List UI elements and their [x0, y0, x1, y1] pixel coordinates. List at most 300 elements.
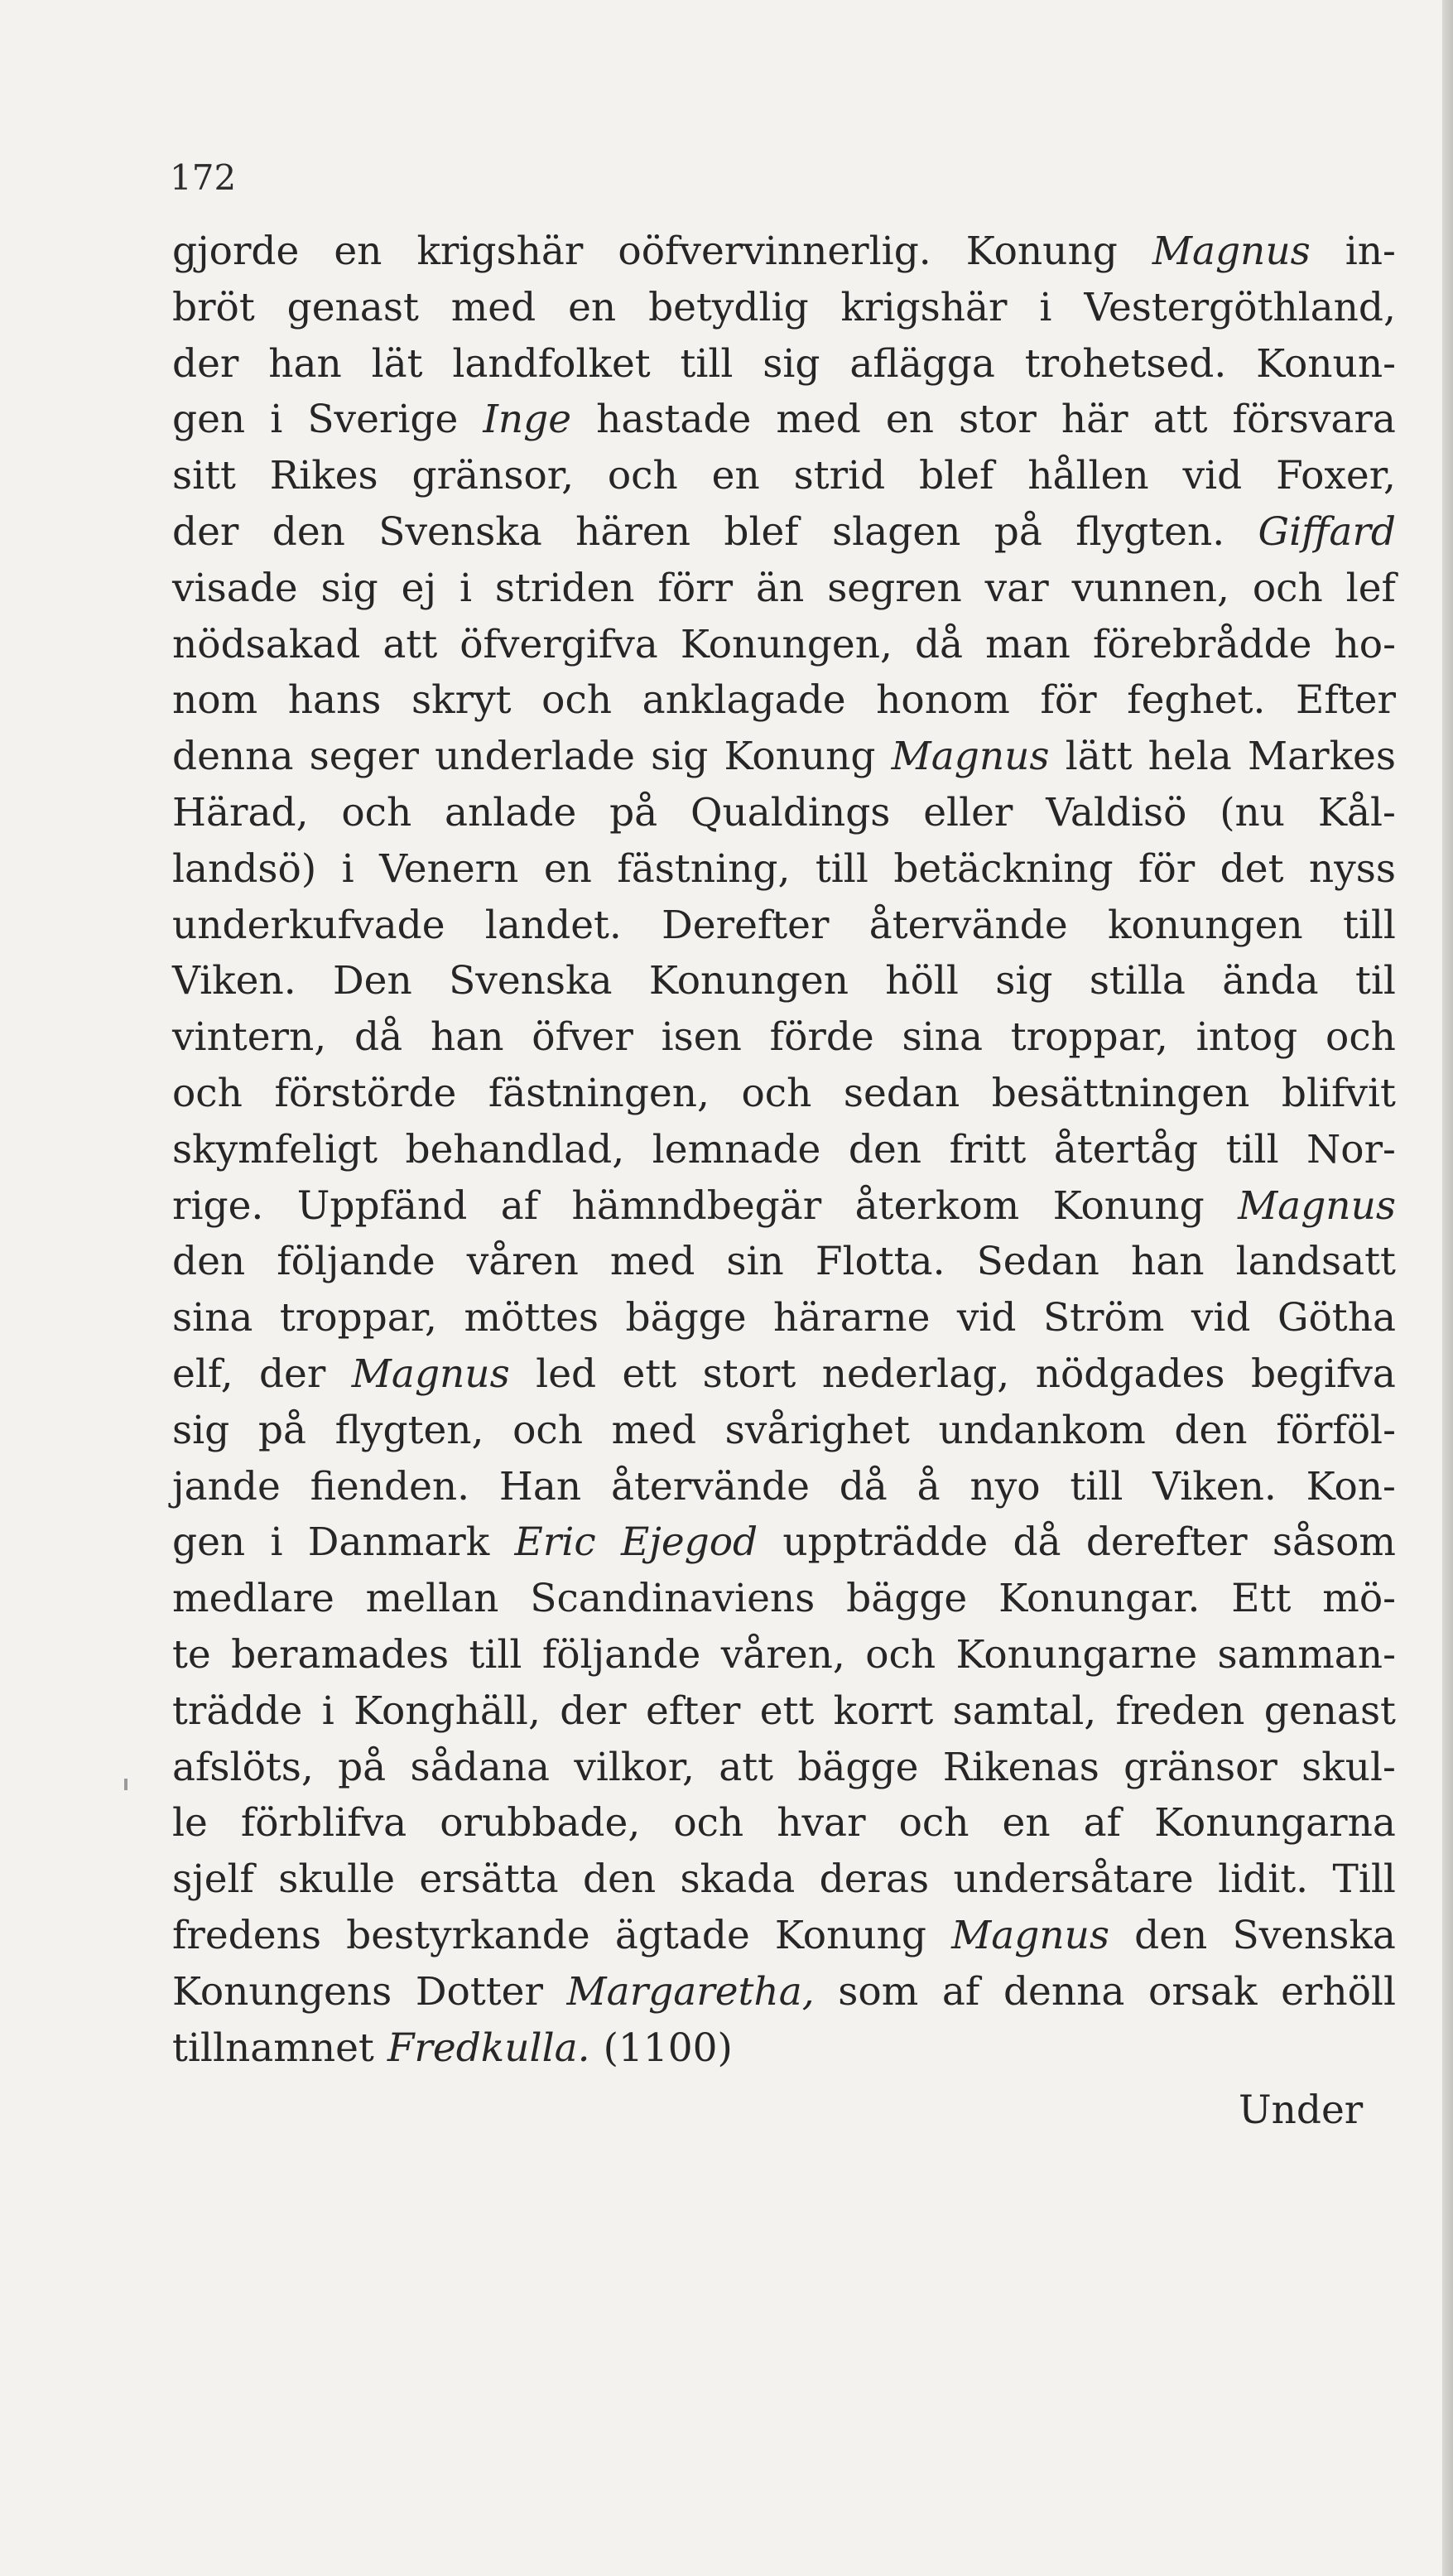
text-line — [172, 898, 1396, 954]
text-line — [172, 672, 1396, 729]
word: ersätta — [419, 1856, 559, 1903]
word: denna — [172, 734, 294, 780]
catchword: Under — [1239, 2087, 1364, 2134]
text-line — [172, 504, 1396, 561]
text-line — [172, 336, 1396, 392]
word: Nor- — [1306, 1126, 1396, 1172]
page-edge — [1442, 0, 1453, 2576]
word: derefter — [1085, 1519, 1248, 1566]
italic-word: Magnus — [891, 734, 1050, 780]
word: troppar, — [1010, 1014, 1168, 1061]
word: våren — [466, 1239, 579, 1285]
word: led — [536, 1351, 597, 1397]
text-line — [172, 1627, 1396, 1683]
word: i — [1039, 284, 1052, 330]
word: Han — [498, 1463, 582, 1509]
word: vid — [956, 1295, 1017, 1341]
word: jande — [172, 1463, 281, 1509]
word: slagen — [832, 508, 961, 555]
word: Konungarne — [955, 1631, 1198, 1678]
word: sig — [763, 340, 820, 387]
word: fästning, — [617, 845, 791, 892]
word: flygten, — [334, 1407, 484, 1453]
word: försvara — [1232, 397, 1396, 443]
text-line — [172, 1066, 1396, 1122]
word: Svenska — [378, 508, 542, 555]
word: sig — [995, 958, 1053, 1004]
word: rige. — [172, 1182, 264, 1229]
word: (nu — [1220, 789, 1286, 835]
text-line — [172, 1851, 1396, 1908]
word: ägtade — [614, 1912, 750, 1958]
word: Vestergöthland, — [1084, 284, 1396, 330]
word: lät — [371, 340, 423, 387]
italic-word: Magnus — [951, 1912, 1110, 1958]
word: sjelf — [172, 1856, 254, 1903]
word: fästningen, — [488, 1070, 710, 1116]
word: Konung — [1052, 1182, 1205, 1229]
text-line — [172, 1009, 1396, 1066]
word: flygten. — [1075, 508, 1225, 555]
word: gränsor, — [411, 453, 575, 499]
word: aflägga — [849, 340, 995, 387]
word: Den — [332, 958, 412, 1004]
word: gen — [172, 397, 246, 443]
text-line — [172, 2020, 1396, 2077]
word: och — [741, 1070, 812, 1116]
word: och — [673, 1800, 744, 1847]
word: sin — [726, 1239, 784, 1285]
word: Rikes — [269, 453, 378, 499]
word: då — [839, 1463, 888, 1509]
word: till — [680, 340, 734, 387]
word: som — [838, 1968, 919, 2015]
word: förr — [657, 565, 734, 611]
word: än — [756, 565, 805, 611]
italic-word: Giffard — [1258, 508, 1396, 555]
word: ända — [1222, 958, 1319, 1004]
italic-word: Inge — [483, 397, 572, 443]
word: skul- — [1301, 1744, 1396, 1790]
word: Foxer, — [1276, 453, 1396, 499]
word: Sverige — [307, 397, 459, 443]
word: hämndbegär — [571, 1182, 822, 1229]
text-line — [172, 448, 1396, 504]
word: lätt — [1065, 734, 1133, 780]
word: och — [1326, 1014, 1396, 1061]
word: hållen — [1027, 453, 1149, 499]
word: vintern, — [172, 1014, 327, 1061]
word: der — [560, 1688, 627, 1734]
word: Till — [1332, 1856, 1396, 1903]
word: ett — [622, 1351, 677, 1397]
word: afslöts, — [172, 1744, 314, 1790]
word: blef — [919, 453, 994, 499]
text-line — [172, 1908, 1396, 1964]
word: Valdisö — [1046, 789, 1187, 835]
word: gen — [172, 1519, 246, 1566]
word: i — [270, 397, 283, 443]
word: återtåg — [1053, 1126, 1199, 1172]
text-line — [172, 1571, 1396, 1627]
word: till — [815, 845, 868, 892]
word: deras — [819, 1856, 930, 1903]
word: til — [1354, 958, 1396, 1004]
word: sedan — [843, 1070, 960, 1116]
word: var — [984, 565, 1049, 611]
word: Danmark — [307, 1519, 490, 1566]
word: lemnade — [652, 1126, 821, 1172]
word: tillnamnet — [172, 2025, 374, 2071]
word: Derefter — [662, 902, 830, 948]
word: begifva — [1250, 1351, 1396, 1397]
word: och — [341, 789, 412, 835]
word: på — [257, 1407, 306, 1453]
word: landet. — [484, 902, 622, 948]
word: Svenska — [1232, 1912, 1396, 1958]
word: Viken. — [172, 958, 296, 1004]
word: Konungen, — [680, 621, 892, 667]
text-line — [172, 1178, 1396, 1235]
word: blifvit — [1281, 1070, 1396, 1116]
text-line — [172, 1234, 1396, 1290]
word: bröt — [172, 284, 255, 330]
word: på — [994, 508, 1042, 555]
word: korrt — [833, 1688, 934, 1734]
word: en — [568, 284, 617, 330]
word: sådana — [410, 1744, 551, 1790]
word: Markes — [1247, 734, 1396, 780]
word: krigshär — [840, 284, 1008, 330]
italic-word: Magnus — [1152, 229, 1311, 274]
word: att — [1152, 397, 1208, 443]
word: möttes — [464, 1295, 599, 1341]
word: till — [1225, 1126, 1279, 1172]
word: Konungarna — [1154, 1800, 1396, 1847]
word: trädde — [172, 1688, 303, 1734]
text-line — [172, 617, 1396, 673]
word: skymfeligt — [172, 1126, 378, 1172]
word: förföl- — [1276, 1407, 1396, 1453]
word: landfolket — [452, 340, 651, 387]
word: den — [272, 508, 345, 555]
word: vid — [1182, 453, 1243, 499]
word: han — [1130, 1239, 1205, 1285]
text-line — [172, 1514, 1396, 1571]
word: han — [268, 340, 342, 387]
word: med — [611, 1407, 697, 1453]
word: med — [776, 397, 861, 443]
word: såsom — [1272, 1519, 1396, 1566]
word: skryt — [411, 677, 512, 724]
word: i — [459, 565, 472, 611]
italic-word: Fredkulla. — [387, 2025, 590, 2071]
word: te — [172, 1631, 211, 1678]
word: en — [543, 845, 592, 892]
word: och — [1252, 565, 1323, 611]
word: öfvergifva — [459, 621, 658, 667]
word: den — [582, 1856, 657, 1903]
word: feghet. — [1127, 677, 1266, 724]
word: Götha — [1277, 1295, 1396, 1341]
word: nödgades — [1035, 1351, 1225, 1397]
word: vid — [1191, 1295, 1251, 1341]
word: freden — [1115, 1688, 1245, 1734]
word: landsatt — [1235, 1239, 1396, 1285]
word: trohetsed. — [1024, 340, 1227, 387]
word: stilla — [1089, 958, 1186, 1004]
word: af — [941, 1968, 980, 2015]
word: i — [341, 845, 354, 892]
word: förebrådde — [1092, 621, 1312, 667]
word: sina — [902, 1014, 983, 1061]
word: Svenska — [449, 958, 613, 1004]
word: gjorde — [172, 229, 300, 274]
word: i — [321, 1688, 334, 1734]
word: nom — [172, 677, 258, 724]
word: och — [607, 453, 678, 499]
word: Efter — [1296, 677, 1396, 724]
text-line — [172, 1964, 1396, 2020]
word: underlade — [435, 734, 635, 780]
word: hela — [1147, 734, 1232, 780]
word: han — [430, 1014, 504, 1061]
text-line — [172, 392, 1396, 448]
word: ho- — [1334, 621, 1396, 667]
word: förstörde — [274, 1070, 457, 1116]
word: förblifva — [240, 1800, 407, 1847]
italic-word: Magnus — [1238, 1182, 1396, 1229]
word: och — [541, 677, 613, 724]
word: bägge — [625, 1295, 747, 1341]
word: Kon- — [1306, 1463, 1396, 1509]
text-line — [172, 1122, 1396, 1178]
word: der — [172, 508, 239, 555]
word: det — [1220, 845, 1284, 892]
word: eller — [923, 789, 1013, 835]
word: att — [719, 1744, 774, 1790]
word: hären — [575, 508, 690, 555]
word: in- — [1345, 229, 1396, 274]
word: oöfvervinnerlig. — [618, 229, 931, 274]
word: då — [914, 621, 964, 667]
word: beramades — [231, 1631, 450, 1678]
word: då — [354, 1014, 403, 1061]
word: undersåtare — [953, 1856, 1194, 1903]
word: orubbade, — [440, 1800, 641, 1847]
word: uppträdde — [782, 1519, 989, 1566]
word: nederlag, — [821, 1351, 1010, 1397]
word: återvände — [610, 1463, 810, 1509]
word: skulle — [278, 1856, 396, 1903]
word: Sedan — [976, 1239, 1099, 1285]
word: undankom — [938, 1407, 1146, 1453]
word: till — [1070, 1463, 1123, 1509]
word: återkom — [854, 1182, 1020, 1229]
word: bägge — [846, 1576, 968, 1622]
word: af — [500, 1182, 539, 1229]
word: honom — [876, 677, 1010, 724]
word: nyo — [969, 1463, 1041, 1509]
word: betydlig — [648, 284, 809, 330]
word: sig — [320, 565, 378, 611]
page-number: 172 — [170, 157, 237, 198]
word: visade — [172, 565, 298, 611]
word: konungen — [1107, 902, 1303, 948]
word: stort — [702, 1351, 796, 1397]
word: Konungen — [648, 958, 849, 1004]
word: Scandinaviens — [530, 1576, 816, 1622]
word: gränsor — [1123, 1744, 1277, 1790]
text-line — [172, 1346, 1396, 1403]
word: hvar — [777, 1800, 866, 1847]
word: Ett — [1231, 1576, 1292, 1622]
word: återvände — [868, 902, 1068, 948]
word: stor — [959, 397, 1037, 443]
word: bestyrkande — [346, 1912, 590, 1958]
word: den — [172, 1239, 246, 1285]
word: och — [865, 1631, 936, 1678]
margin-mark — [124, 1779, 127, 1790]
word: på — [338, 1744, 387, 1790]
word: landsö) — [172, 845, 317, 892]
word: man — [985, 621, 1071, 667]
word: skada — [680, 1856, 796, 1903]
word: å — [917, 1463, 941, 1509]
word: förde — [769, 1014, 874, 1061]
word: sig — [651, 734, 709, 780]
word: fritt — [949, 1126, 1027, 1172]
word: anklagade — [642, 677, 846, 724]
word: en — [1002, 1800, 1051, 1847]
text-line — [172, 729, 1396, 785]
word: genast — [1263, 1688, 1396, 1734]
body-text — [172, 224, 1396, 2076]
word: anlade — [445, 789, 577, 835]
word: intog — [1196, 1014, 1298, 1061]
word: nödsakad — [172, 621, 361, 667]
word: blef — [724, 508, 799, 555]
italic-word: Margaretha, — [566, 1968, 815, 2015]
text-line — [172, 1683, 1396, 1740]
text-line — [172, 953, 1396, 1009]
word: elf, — [172, 1351, 233, 1397]
text-line — [172, 1459, 1396, 1515]
word: mellan — [365, 1576, 499, 1622]
word: till — [1342, 902, 1396, 948]
word: Flotta. — [815, 1239, 945, 1285]
word: (1100) — [603, 2025, 733, 2071]
word: att — [382, 621, 438, 667]
word: der — [172, 340, 239, 387]
word: fredens — [172, 1912, 321, 1958]
word: Dotter — [415, 1968, 543, 2015]
word: besättningen — [991, 1070, 1250, 1116]
word: orsak — [1148, 1968, 1258, 2015]
italic-word: Eric — [514, 1519, 596, 1566]
word: Viken. — [1152, 1463, 1277, 1509]
text-line — [172, 1403, 1396, 1459]
word: vilkor, — [574, 1744, 695, 1790]
word: följande — [541, 1631, 701, 1678]
word: sitt — [172, 453, 236, 499]
word: medlare — [172, 1576, 334, 1622]
word: hastade — [596, 397, 752, 443]
italic-word: Magnus — [351, 1351, 510, 1397]
word: härarne — [773, 1295, 931, 1341]
word: ej — [401, 565, 437, 611]
text-line — [172, 561, 1396, 617]
word: efter — [645, 1688, 741, 1734]
word: troppar, — [279, 1295, 437, 1341]
word: seger — [309, 734, 419, 780]
word: följande — [277, 1239, 435, 1285]
word: underkufvade — [172, 902, 445, 948]
word: le — [172, 1800, 208, 1847]
word: till — [469, 1631, 522, 1678]
word: på — [609, 789, 658, 835]
word: Konung — [965, 229, 1118, 274]
word: Konghäll, — [354, 1688, 541, 1734]
word: Rikenas — [942, 1744, 1099, 1790]
word: Konung — [724, 734, 876, 780]
word: en — [711, 453, 760, 499]
word: Kål- — [1317, 789, 1396, 835]
word: Konung — [774, 1912, 926, 1958]
word: Qualdings — [690, 789, 891, 835]
word: öfver — [532, 1014, 633, 1061]
word: Härad, — [172, 789, 309, 835]
word: Venern — [379, 845, 519, 892]
word: behandlad, — [405, 1126, 625, 1172]
word: sig — [172, 1407, 230, 1453]
word: hans — [287, 677, 382, 724]
text-line — [172, 1290, 1396, 1346]
word: lef — [1345, 565, 1396, 611]
text-line — [172, 280, 1396, 336]
word: strid — [793, 453, 886, 499]
word: mö- — [1322, 1576, 1396, 1622]
word: krigshär — [416, 229, 584, 274]
word: nyss — [1308, 845, 1396, 892]
word: Konungens — [172, 1968, 392, 2015]
word: i — [270, 1519, 283, 1566]
word: den — [1134, 1912, 1208, 1958]
text-line — [172, 1795, 1396, 1851]
word: höll — [885, 958, 959, 1004]
word: samman- — [1217, 1631, 1396, 1678]
word: Konun- — [1256, 340, 1396, 387]
word: af — [1083, 1800, 1122, 1847]
word: Uppfänd — [296, 1182, 468, 1229]
word: bägge — [797, 1744, 919, 1790]
word: här — [1061, 397, 1128, 443]
word: och — [898, 1800, 969, 1847]
word: ett — [759, 1688, 815, 1734]
word: vunnen, — [1071, 565, 1229, 611]
word: denna — [1003, 1968, 1125, 2015]
word: för — [1040, 677, 1097, 724]
word: lidit. — [1218, 1856, 1309, 1903]
word: med — [609, 1239, 695, 1285]
word: striden — [494, 565, 635, 611]
text-line — [172, 841, 1396, 898]
word: en — [334, 229, 382, 274]
word: med — [450, 284, 536, 330]
word: Konungar. — [998, 1576, 1200, 1622]
word: och — [512, 1407, 583, 1453]
text-line — [172, 1740, 1396, 1796]
